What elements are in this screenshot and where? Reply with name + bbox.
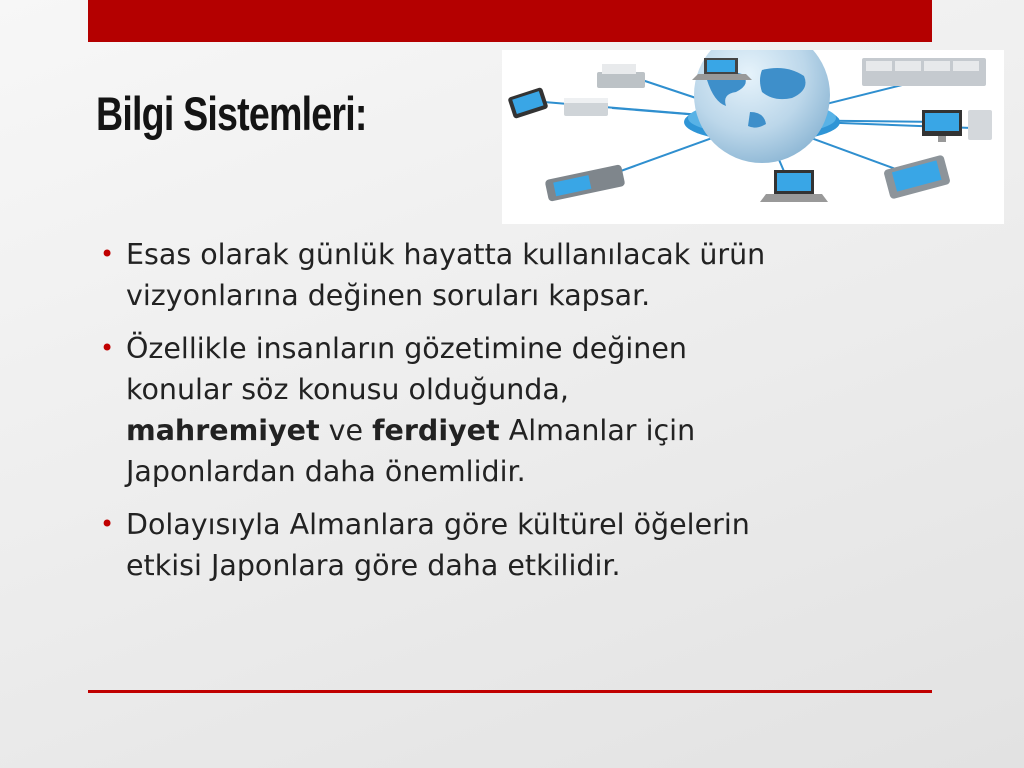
bullet-1-line-2: vizyonlarına değinen soruları kapsar. bbox=[126, 279, 651, 312]
bullet-2-line-2: konular söz konusu olduğunda, bbox=[126, 373, 569, 406]
bullet-marker: • bbox=[100, 240, 115, 268]
bullet-2-line-1: Özellikle insanların gözetimine değinen bbox=[126, 332, 687, 365]
slide-title: Bilgi Sistemleri: bbox=[96, 87, 367, 140]
bullet-marker: • bbox=[100, 334, 115, 362]
bullet-list bbox=[96, 234, 916, 598]
bullet-marker: • bbox=[100, 510, 115, 538]
bullet-2-connector: ve bbox=[319, 414, 373, 447]
bullet-item-1 bbox=[96, 234, 916, 316]
bold-term-mahremiyet: mahremiyet bbox=[126, 414, 320, 447]
bullet-2-line-3-rest: Almanlar için bbox=[499, 414, 696, 447]
bullet-3-line-2: etkisi Japonlara göre daha etkilidir. bbox=[126, 549, 621, 582]
network-globe-devices-icon bbox=[502, 50, 1004, 224]
bullet-2-line-4: Japonlardan daha önemlidir. bbox=[126, 455, 526, 488]
bullet-item-3 bbox=[96, 504, 916, 586]
top-accent-bar bbox=[88, 0, 932, 42]
bottom-divider-line bbox=[88, 690, 932, 693]
bold-term-ferdiyet: ferdiyet bbox=[372, 414, 500, 447]
bullet-item-2 bbox=[96, 328, 916, 492]
bullet-1-line-1: Esas olarak günlük hayatta kullanılacak ürün bbox=[126, 238, 766, 271]
bullet-3-line-1: Dolayısıyla Almanlara göre kültürel öğelerin bbox=[126, 508, 750, 541]
